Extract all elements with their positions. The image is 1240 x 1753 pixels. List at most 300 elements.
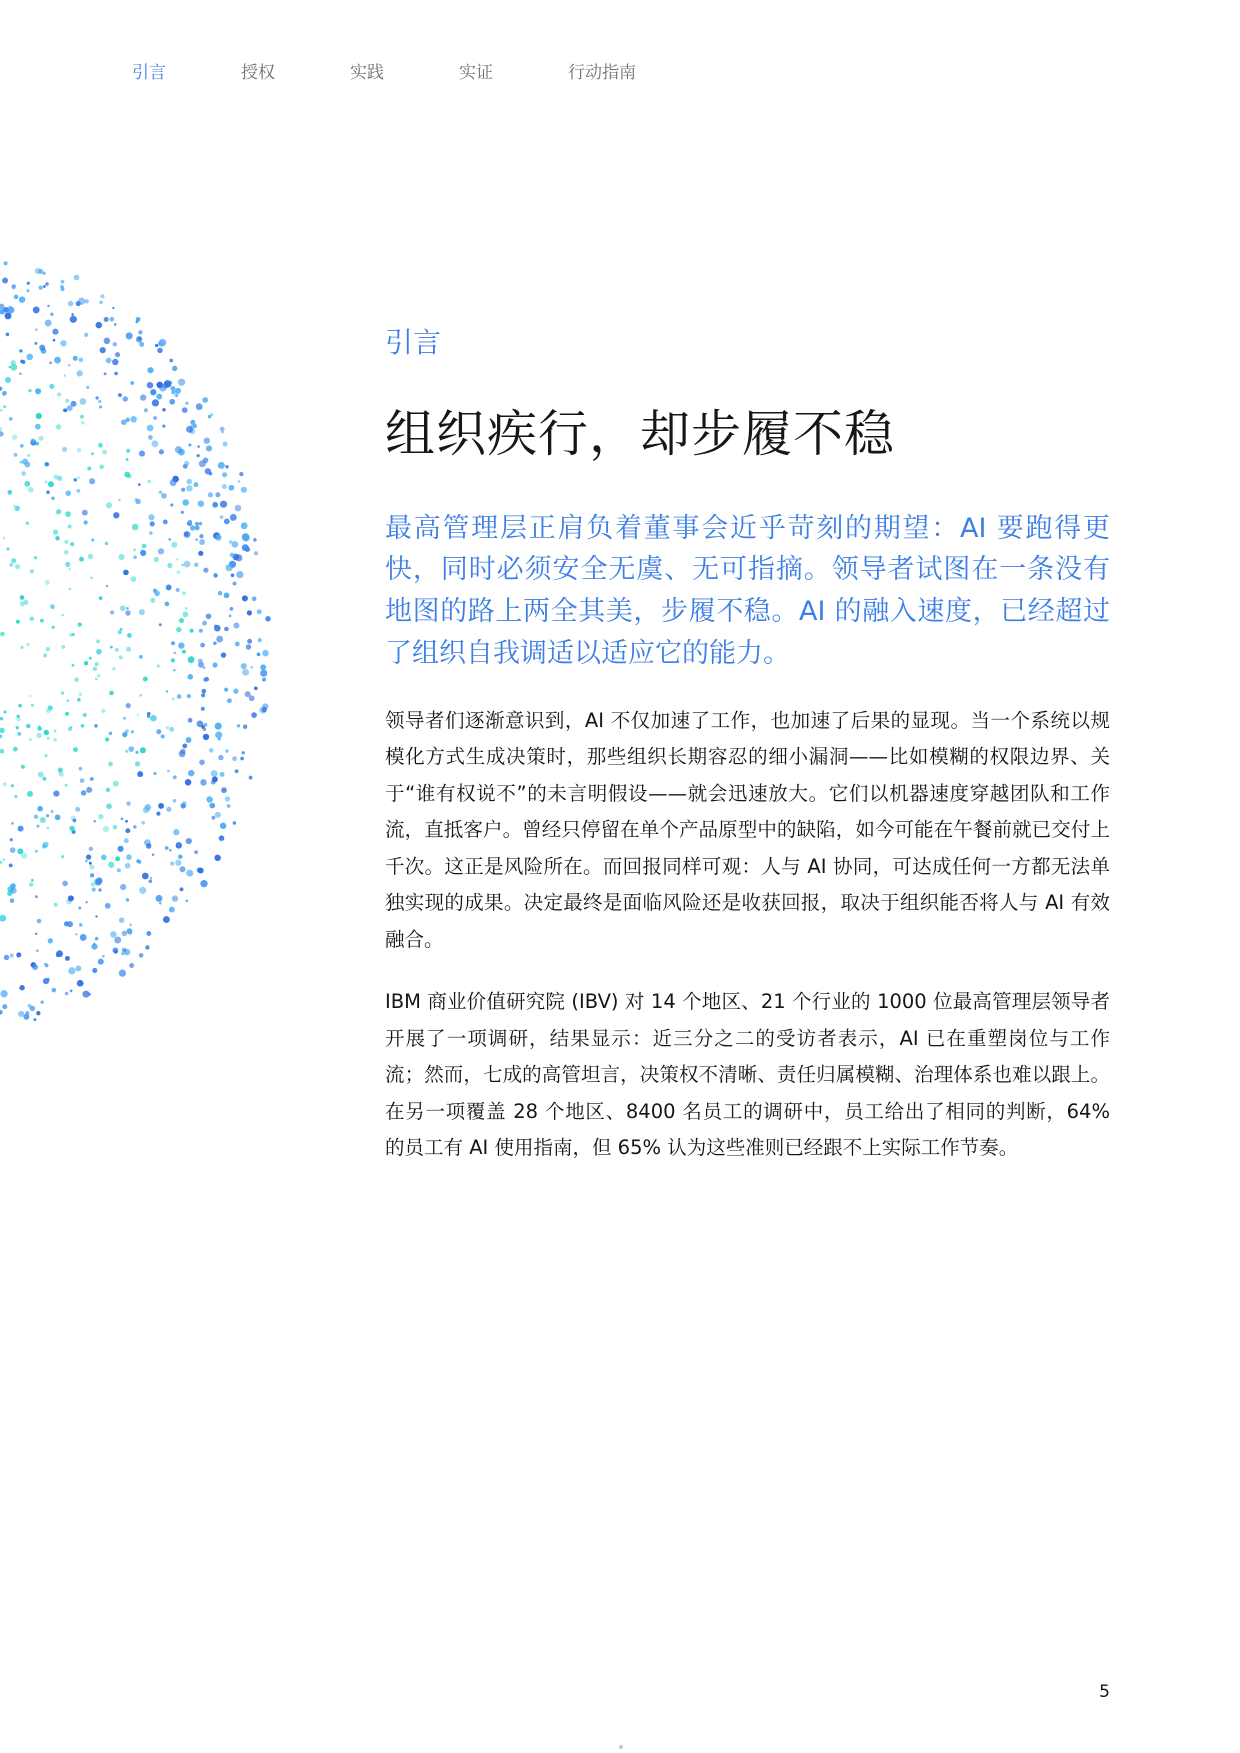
decorative-dot [156, 811, 160, 815]
decorative-dot [90, 576, 93, 579]
decorative-dot [53, 530, 58, 535]
decorative-dot [122, 931, 128, 937]
decorative-dot [188, 656, 195, 663]
decorative-dot [127, 633, 132, 638]
decorative-dot [27, 282, 30, 285]
decorative-dot [61, 855, 64, 858]
decorative-dot [54, 903, 58, 907]
decorative-dot [0, 427, 2, 431]
decorative-dot [158, 341, 164, 347]
decorative-dot [155, 344, 158, 347]
decorative-dot [245, 547, 250, 552]
decorative-dot [7, 490, 12, 495]
decorative-dot [170, 503, 173, 506]
decorative-dot [69, 588, 72, 591]
decorative-dot [200, 779, 207, 786]
decorative-dot [198, 500, 204, 506]
decorative-dot [79, 557, 84, 562]
decorative-dot [35, 933, 37, 935]
decorative-dot [56, 424, 61, 429]
decorative-dot [11, 822, 14, 825]
decorative-dot [114, 372, 118, 376]
decorative-dot [227, 804, 231, 808]
decorative-dot [226, 564, 233, 571]
decorative-dot [70, 542, 74, 546]
nav-tab-practice[interactable]: 实践 [350, 63, 384, 83]
decorative-dot [221, 787, 227, 793]
decorative-dot [73, 356, 78, 361]
nav-tab-action-guide[interactable]: 行动指南 [568, 63, 636, 83]
decorative-dot [260, 664, 266, 670]
decorative-dot [35, 328, 37, 330]
decorative-dot [120, 884, 126, 890]
decorative-dot [90, 777, 94, 781]
decorative-dot [50, 313, 53, 316]
decorative-dot [265, 616, 271, 622]
decorative-dot [14, 295, 19, 300]
decorative-dot [249, 776, 253, 780]
decorative-dot [171, 390, 175, 394]
decorative-dot [139, 451, 145, 457]
decorative-dot [209, 803, 215, 809]
decorative-dot [215, 534, 221, 540]
decorative-dot [61, 614, 64, 617]
decorative-dot [0, 728, 5, 733]
decorative-dot [119, 655, 123, 659]
decorative-dot [195, 538, 198, 541]
decorative-dot [202, 689, 207, 694]
decorative-dot [54, 730, 57, 733]
decorative-dot [238, 480, 241, 483]
decorative-dot [133, 825, 137, 829]
decorative-dot [225, 749, 228, 752]
decorative-dot [98, 959, 104, 965]
decorative-dot [139, 953, 144, 958]
decorative-dot [26, 354, 33, 361]
decorative-dot [203, 678, 207, 682]
decorative-dot [11, 784, 14, 787]
decorative-dot [199, 539, 205, 545]
decorative-dot [73, 819, 77, 823]
decorative-dot [167, 563, 172, 568]
decorative-dot [176, 558, 178, 560]
decorative-dot [64, 550, 69, 555]
decorative-dot [95, 937, 99, 941]
decorative-dot [138, 330, 143, 335]
decorative-dot [224, 627, 229, 632]
decorative-dot [78, 907, 81, 910]
decorative-dot [143, 807, 149, 813]
decorative-dot [74, 275, 80, 281]
decorative-dot [47, 827, 50, 830]
decorative-dot [202, 621, 207, 626]
decorative-dot [126, 854, 132, 860]
decorative-dot [92, 968, 97, 973]
decorative-dot [145, 945, 149, 949]
decorative-dot [98, 814, 103, 819]
decorative-dot [77, 698, 81, 702]
decorative-dot [38, 285, 42, 289]
decorative-dot [241, 487, 247, 493]
decorative-dot [0, 717, 3, 721]
decorative-dot [199, 534, 203, 538]
decorative-dot [42, 777, 46, 781]
decorative-dot [186, 900, 189, 903]
decorative-dot [29, 616, 34, 621]
decorative-dot [188, 770, 195, 777]
decorative-dot [74, 478, 78, 482]
decorative-dot [188, 718, 193, 723]
decorative-dot [4, 261, 8, 265]
decorative-dot [31, 879, 34, 882]
decorative-dot [65, 399, 69, 403]
decorative-dot [186, 870, 193, 877]
decorative-dot [37, 806, 43, 812]
decorative-dot [49, 384, 54, 389]
decorative-dot [224, 593, 230, 599]
decorative-dot [60, 340, 66, 346]
decorative-dot [123, 717, 126, 720]
decorative-dot [171, 658, 175, 662]
decorative-dot [184, 561, 191, 568]
decorative-dot [75, 807, 80, 812]
decorative-dot [95, 662, 99, 666]
decorative-dot [172, 895, 178, 901]
decorative-dot [13, 505, 16, 508]
decorative-dot [52, 988, 57, 993]
decorative-dot [126, 332, 133, 339]
decorative-dot [225, 796, 230, 801]
decorative-dot [17, 732, 21, 736]
decorative-dot [208, 492, 213, 497]
decorative-dot [95, 915, 97, 917]
decorative-dot [108, 862, 114, 868]
decorative-dot [44, 754, 47, 757]
decorative-dot [212, 776, 218, 782]
decorative-dot [130, 416, 136, 422]
decorative-dot [3, 858, 6, 861]
decorative-dot [125, 863, 131, 869]
decorative-dot [29, 695, 32, 698]
decorative-dot [153, 416, 157, 420]
decorative-dot [101, 855, 107, 861]
decorative-dot [27, 791, 33, 797]
decorative-dot [99, 596, 103, 600]
decorative-dot [65, 562, 70, 567]
decorative-dot [199, 522, 202, 525]
decorative-dot [175, 393, 179, 397]
decorative-dot [138, 483, 141, 486]
decorative-dot [102, 955, 105, 958]
decorative-dot [0, 735, 2, 739]
decorative-dot [12, 434, 18, 440]
decorative-dot [166, 807, 171, 812]
decorative-dot [231, 574, 235, 578]
decorative-dot [48, 938, 53, 943]
decorative-dot [156, 382, 162, 388]
decorative-dot [200, 643, 205, 648]
decorative-dot [98, 888, 101, 891]
decorative-dot [38, 436, 43, 441]
decorative-dot [220, 501, 227, 508]
decorative-dot [220, 823, 226, 829]
decorative-dot [149, 531, 152, 534]
decorative-dot [181, 511, 184, 514]
decorative-dot [140, 394, 146, 400]
decorative-dot [196, 403, 203, 410]
decorative-dot [175, 446, 182, 453]
decorative-dot [125, 828, 130, 833]
decorative-dot [91, 882, 96, 887]
decorative-dot [218, 755, 223, 760]
decorative-dot [71, 313, 73, 315]
decorative-dot [16, 620, 20, 624]
decorative-dot [175, 860, 181, 866]
decorative-dot [55, 814, 61, 820]
decorative-dot [45, 282, 48, 285]
decorative-dot [241, 663, 247, 669]
decorative-dot [198, 868, 204, 874]
decorative-dot [156, 895, 163, 902]
decorative-dot [109, 691, 114, 696]
decorative-dot [139, 609, 145, 615]
decorative-dot [186, 485, 192, 491]
decorative-dot [78, 298, 85, 305]
decorative-dot [233, 821, 237, 825]
decorative-dot [62, 447, 67, 452]
decorative-dot [5, 377, 11, 383]
decorative-dot [36, 825, 39, 828]
decorative-dot [64, 374, 66, 376]
decorative-dot [59, 772, 64, 777]
decorative-dot [162, 425, 165, 428]
decorative-dot [37, 726, 41, 730]
decorative-dot [20, 359, 24, 363]
decorative-dot [106, 788, 110, 792]
decorative-dot [146, 843, 152, 849]
decorative-dot [210, 413, 213, 416]
decorative-dot [213, 641, 217, 645]
decorative-dot [45, 481, 48, 484]
decorative-dot [188, 443, 191, 446]
decorative-dot [23, 1014, 29, 1020]
decorative-dot [146, 931, 151, 936]
decorative-dot [70, 990, 73, 993]
decorative-dot [211, 816, 215, 820]
decorative-dot [193, 424, 197, 428]
decorative-dot [235, 769, 239, 773]
decorative-dot [73, 747, 78, 752]
nav-tab-empower[interactable]: 授权 [241, 63, 275, 83]
decorative-dot [223, 442, 228, 447]
decorative-dot [213, 573, 217, 577]
decorative-dot [97, 674, 100, 677]
decorative-dot [147, 715, 150, 718]
decorative-dot [88, 993, 91, 996]
decorative-dot [112, 667, 115, 670]
decorative-dot [24, 481, 30, 487]
decorative-dot [159, 449, 164, 454]
decorative-dot [176, 588, 180, 592]
decorative-dot [54, 357, 61, 364]
decorative-dot [233, 689, 238, 694]
decorative-dot [9, 563, 13, 567]
decorative-dot [242, 595, 248, 601]
decorative-dot [35, 268, 41, 274]
decorative-dot [0, 431, 4, 436]
decorative-dot [79, 767, 83, 771]
decorative-dot [230, 607, 234, 611]
decorative-dot [118, 846, 124, 852]
decorative-dot [81, 790, 87, 796]
decorative-dot [21, 471, 26, 476]
decorative-dot [135, 499, 141, 505]
decorative-dot [77, 448, 81, 452]
decorative-dot [75, 933, 77, 935]
decorative-dot [75, 965, 81, 971]
decorative-dot [103, 826, 110, 833]
decorative-dot [126, 647, 131, 652]
decorative-dot [172, 366, 177, 371]
decorative-dot [168, 538, 171, 541]
decorative-dot [215, 723, 222, 730]
decorative-dot [169, 399, 175, 405]
decorative-dot [166, 690, 169, 693]
decorative-dot [158, 548, 164, 554]
decorative-dot [114, 323, 117, 326]
decorative-dot [163, 916, 170, 923]
decorative-dot [235, 505, 242, 512]
decorative-dot [18, 1011, 24, 1017]
decorative-dot [200, 880, 207, 887]
decorative-dot [4, 955, 9, 960]
decorative-dot [79, 923, 82, 926]
decorative-dot [144, 408, 148, 412]
decorative-dot [206, 796, 213, 803]
decorative-dot [184, 532, 188, 536]
decorative-dot [106, 358, 112, 364]
decorative-dot [176, 570, 180, 574]
decorative-dot [172, 697, 175, 700]
decorative-dot [221, 652, 226, 657]
decorative-dot [79, 357, 84, 362]
decorative-dot [178, 642, 184, 648]
decorative-dot [0, 749, 4, 754]
decorative-dot [150, 389, 156, 395]
decorative-dot [179, 866, 185, 872]
decorative-dot [24, 600, 29, 605]
decorative-dot [233, 622, 239, 628]
decorative-dot [161, 734, 165, 738]
nav-tab-evidence[interactable]: 实证 [459, 63, 493, 83]
decorative-dot [125, 418, 129, 422]
decorative-dot [77, 476, 80, 479]
decorative-dot [129, 963, 134, 968]
decorative-dot [89, 478, 95, 484]
decorative-dot [89, 865, 94, 870]
decorative-dot [76, 489, 80, 493]
nav-tab-intro[interactable]: 引言 [132, 63, 166, 83]
decorative-dot [100, 347, 106, 353]
decorative-dot [80, 415, 84, 419]
decorative-dot [181, 488, 185, 492]
decorative-dot [13, 453, 17, 457]
decorative-dot [214, 625, 217, 628]
decorative-dot [61, 280, 65, 284]
decorative-dot [173, 829, 179, 835]
decorative-dot [178, 854, 182, 858]
decorative-dot [148, 480, 152, 484]
decorative-dot [182, 407, 188, 413]
decorative-dot [260, 670, 267, 677]
decorative-dot [67, 699, 69, 701]
decorative-dot [181, 564, 184, 567]
decorative-dot [253, 538, 257, 542]
decorative-dot [209, 748, 214, 753]
decorative-dot [26, 521, 29, 524]
decorative-dot [242, 751, 245, 754]
decorative-dot [50, 604, 55, 609]
decorative-dot [45, 580, 50, 585]
decorative-dot [181, 803, 186, 808]
decorative-dot [158, 803, 164, 809]
decorative-dot [31, 704, 34, 707]
decorative-dot [126, 449, 130, 453]
decorative-dot [211, 770, 218, 777]
decorative-dot [167, 770, 170, 773]
decorative-dot [150, 715, 157, 722]
decorative-dot [137, 336, 141, 340]
decorative-dot [88, 554, 93, 559]
decorative-dot [254, 551, 258, 555]
decorative-dot [18, 704, 22, 708]
decorative-dot [89, 657, 92, 660]
decorative-dot [40, 619, 44, 623]
decorative-dot [130, 576, 136, 582]
decorative-dot [247, 639, 252, 644]
top-navigation [0, 58, 1240, 88]
decorative-dot [26, 643, 30, 647]
decorative-dot [99, 301, 102, 304]
decorative-dot [6, 547, 9, 550]
decorative-dot [152, 853, 154, 855]
decorative-dot [70, 316, 77, 323]
decorative-dot [201, 707, 205, 711]
decorative-dot [83, 713, 87, 717]
decorative-dot [198, 659, 203, 664]
decorative-dot [3, 405, 6, 408]
decorative-dot [229, 485, 235, 491]
decorative-dot [174, 652, 176, 654]
decorative-dot [135, 761, 140, 766]
decorative-dot [44, 730, 49, 735]
decorative-dot [206, 445, 212, 451]
decorative-dot [224, 519, 230, 525]
decorative-dot [188, 520, 192, 524]
decorative-dot [35, 424, 41, 430]
section-eyebrow: 引言 [385, 326, 442, 359]
decorative-dot [2, 278, 8, 284]
decorative-dot [185, 607, 188, 610]
decorative-dot [148, 514, 154, 520]
decorative-dot [156, 729, 161, 734]
decorative-dot [64, 408, 68, 412]
decorative-dot [139, 887, 146, 894]
decorative-dot [150, 877, 152, 879]
decorative-dot [20, 595, 25, 600]
decorative-dot [68, 525, 72, 529]
decorative-dot [80, 398, 87, 405]
